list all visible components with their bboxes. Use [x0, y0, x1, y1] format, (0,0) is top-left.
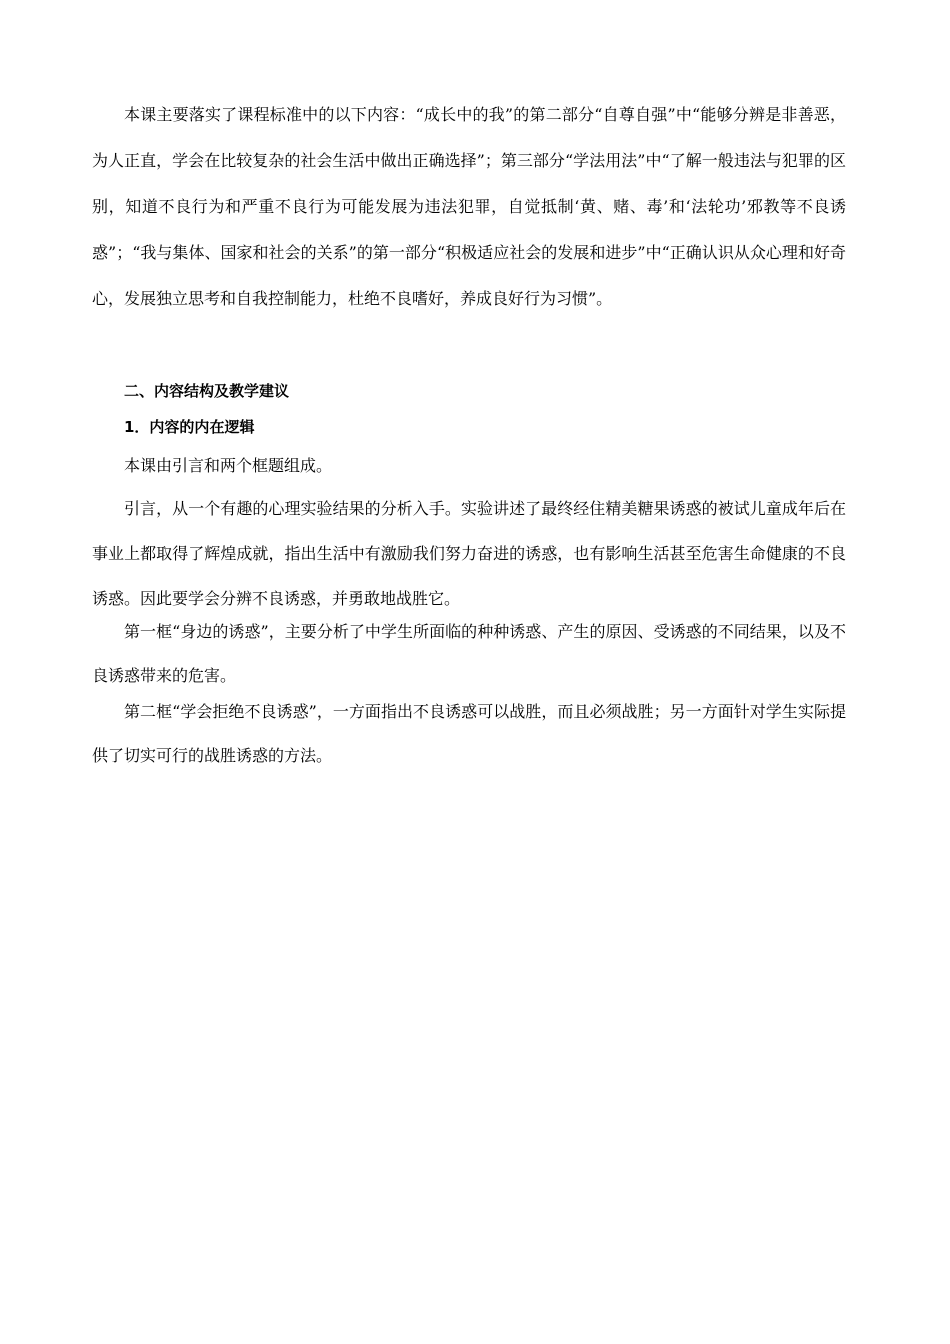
section-heading: 二、内容结构及教学建议	[124, 382, 290, 400]
subsection-heading: 1．内容的内在逻辑	[124, 418, 255, 436]
body-paragraph-2: 引言，从一个有趣的心理实验结果的分析入手。实验讲述了最终经住精美糖果诱惑的被试儿童成年后在事业上都取得了辉煌成就，指出生活中有激励我们努力奋进的诱惑，也有影响生活甚至危害生命健康的不良诱惑。因此要学会分辨不良诱惑，并勇敢地战胜它。	[92, 499, 846, 608]
body-paragraph-3: 第一框“身边的诱惑”，主要分析了中学生所面临的种种诱惑、产生的原因、受诱惑的不同结果，以及不良诱惑带来的危害。	[92, 622, 846, 685]
body-paragraph-1: 本课由引言和两个框题组成。	[124, 456, 333, 475]
body-paragraph-4: 第二框“学会拒绝不良诱惑”，一方面指出不良诱惑可以战胜，而且必须战胜；另一方面针对学生实际提供了切实可行的战胜诱惑的方法。	[92, 702, 846, 765]
intro-paragraph: 本课主要落实了课程标准中的以下内容：“成长中的我”的第二部分“自尊自强”中“能够分辨是非善恶，为人正直，学会在比较复杂的社会生活中做出正确选择”；第三部分“学法用法”中“了解一般违法与犯罪的区别，知道不良行为和严重不良行为可能发展为违法犯罪，自觉抵制‘黄、赌、毒’和‘法轮功’邪教等不良诱惑”；“我与集体、国家和社会的关系”的第一部分“积极适应社会的发展和进步”中“正确认识从众心理和好奇心，发展独立思考和自我控制能力，杜绝不良嗜好，养成良好行为习惯”。	[92, 105, 846, 308]
